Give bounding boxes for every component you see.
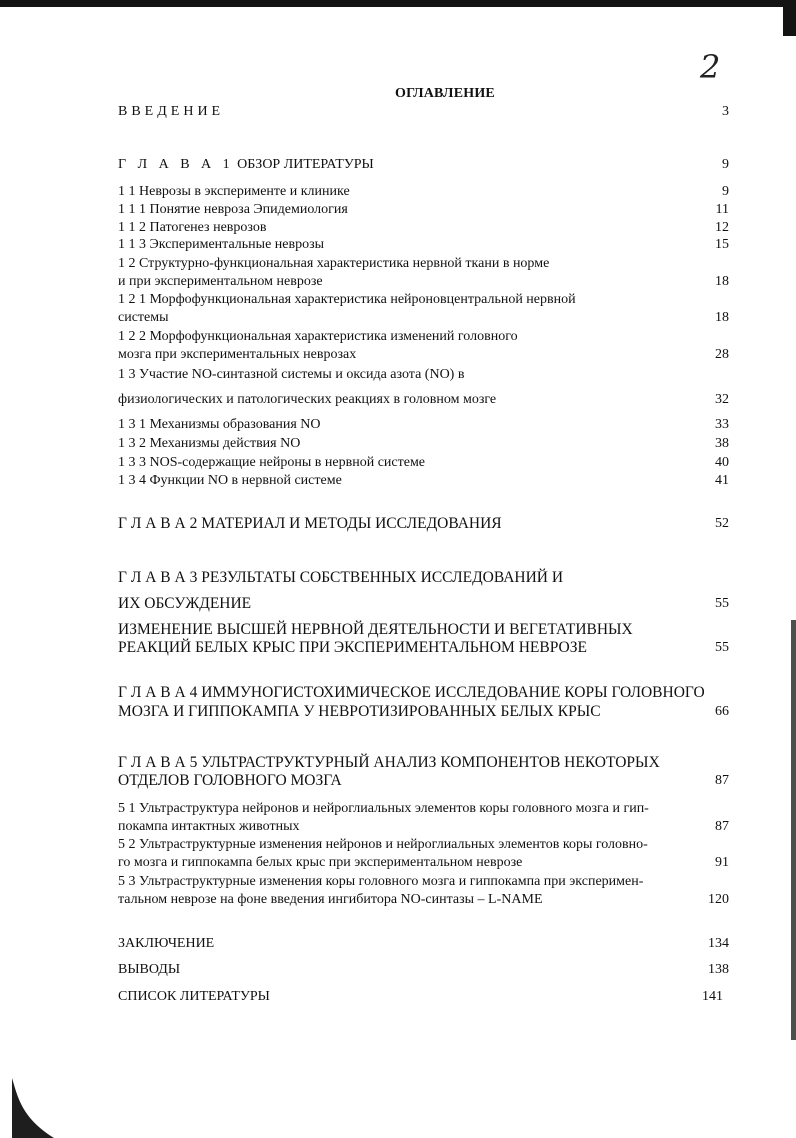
toc-page: 55: [715, 596, 729, 611]
scan-edge-right: [791, 620, 796, 1040]
toc-title-line2: системы: [118, 310, 169, 325]
toc-title: 1 3 2 Механизмы действия NO: [118, 436, 301, 451]
toc-title: 1 3 1 Механизмы образования NO: [118, 417, 321, 432]
toc-page: 87: [715, 773, 729, 788]
toc-page: 3: [722, 104, 729, 119]
toc-page: 12: [715, 220, 729, 235]
toc-title: ЗАКЛЮЧЕНИЕ: [118, 936, 215, 951]
toc-title: СПИСОК ЛИТЕРАТУРЫ: [118, 989, 270, 1004]
toc-title: [118, 156, 374, 174]
toc-title: 1 3 3 NOS-содержащие нейроны в нервной системе: [118, 455, 426, 470]
scan-border-right: [783, 0, 796, 36]
scan-corner-shadow: [12, 1068, 54, 1138]
toc-title: 1 3 4 Функции NO в нервной системе: [118, 473, 342, 488]
toc-page: 32: [715, 392, 729, 407]
toc-title-line2: ИХ ОБСУЖДЕНИЕ: [118, 595, 252, 612]
toc-page: 33: [715, 417, 729, 432]
toc-title-line1: 1 2 2 Морфофункциональная характеристика изменений головного: [118, 329, 518, 344]
toc-page: 141: [702, 989, 723, 1004]
toc-title: ВЫВОДЫ: [118, 962, 181, 977]
toc-page: 38: [715, 436, 729, 451]
toc-title: ВВЕДЕНИЕ: [118, 104, 225, 119]
toc-title: 1 1 Неврозы в эксперименте и клинике: [118, 184, 350, 199]
toc-title-line1: ИЗМЕНЕНИЕ ВЫСШЕЙ НЕРВНОЙ ДЕЯТЕЛЬНОСТИ И ВЕГЕТАТИВНЫХ: [118, 621, 633, 638]
scan-border-top: [0, 0, 796, 7]
toc-page: 9: [722, 157, 729, 172]
chapter-title: ОБЗОР ЛИТЕРАТУРЫ: [237, 157, 374, 172]
toc-title-line1: Г Л А В А 4 ИММУНОГИСТОХИМИЧЕСКОЕ ИССЛЕДОВАНИЕ КОРЫ ГОЛОВНОГО: [118, 684, 705, 701]
toc-title-line1: 5 2 Ультраструктурные изменения нейронов и нейроглиальных элементов коры головно-: [118, 837, 648, 852]
toc-title: Г Л А В А 2 МАТЕРИАЛ И МЕТОДЫ ИССЛЕДОВАНИЯ: [118, 515, 502, 532]
toc-page: 66: [715, 704, 729, 719]
handwritten-page-number: 2: [700, 48, 721, 86]
toc-title: 1 1 1 Понятие невроза Эпидемиология: [118, 202, 348, 217]
toc-title-line1: Г Л А В А 3 РЕЗУЛЬТАТЫ СОБСТВЕННЫХ ИССЛЕДОВАНИЙ И: [118, 569, 564, 586]
toc-page: 87: [715, 819, 729, 834]
toc-title: 1 1 3 Экспериментальные неврозы: [118, 237, 325, 252]
toc-page: 18: [715, 274, 729, 289]
toc-title-line2: физиологических и патологических реакциях в головном мозге: [118, 392, 497, 407]
toc-page: 55: [715, 640, 729, 655]
toc-page: 15: [715, 237, 729, 252]
toc-page: 40: [715, 455, 729, 470]
toc-title-line2: РЕАКЦИЙ БЕЛЫХ КРЫС ПРИ ЭКСПЕРИМЕНТАЛЬНОМ НЕВРОЗЕ: [118, 639, 587, 656]
toc-page: 18: [715, 310, 729, 325]
page-title: ОГЛАВЛЕНИЕ: [395, 86, 495, 101]
toc-title-line1: Г Л А В А 5 УЛЬТРАСТРУКТУРНЫЙ АНАЛИЗ КОМПОНЕНТОВ НЕКОТОРЫХ: [118, 754, 660, 771]
toc-page: 134: [708, 936, 729, 951]
toc-title: 1 1 2 Патогенез неврозов: [118, 220, 267, 235]
toc-page: 9: [722, 184, 729, 199]
toc-page: 120: [708, 892, 729, 907]
toc-title-line1: 1 2 Структурно-функциональная характеристика нервной ткани в норме: [118, 256, 550, 271]
toc-title-line2: ОТДЕЛОВ ГОЛОВНОГО МОЗГА: [118, 772, 342, 789]
toc-title-line2: тальном неврозе на фоне введения ингибитора NO-синтазы – L-NAME: [118, 892, 543, 907]
toc-page: 11: [715, 202, 729, 217]
toc-title-line2: го мозга и гиппокампа белых крыс при экспериментальном неврозе: [118, 855, 523, 870]
toc-title-line1: 1 2 1 Морфофункциональная характеристика нейроновцентральной нервной: [118, 292, 576, 307]
toc-title-line1: 1 3 Участие NO-синтазной системы и оксида азота (NO) в: [118, 367, 465, 382]
toc-page: 41: [715, 473, 729, 488]
toc-title-line1: 5 3 Ультраструктурные изменения коры головного мозга и гиппокампа при эксперимен-: [118, 874, 644, 889]
toc-page: 52: [715, 516, 729, 531]
toc-title-line2: МОЗГА И ГИППОКАМПА У НЕВРОТИЗИРОВАННЫХ БЕЛЫХ КРЫС: [118, 703, 601, 720]
toc-title-line1: 5 1 Ультраструктура нейронов и нейроглиальных элементов коры головного мозга и гип-: [118, 801, 649, 816]
toc-page: 138: [708, 962, 729, 977]
toc-page: 28: [715, 347, 729, 362]
toc-title-line2: мозга при экспериментальных неврозах: [118, 347, 357, 362]
toc-page: 91: [715, 855, 729, 870]
chapter-label: Г Л А В А 1: [118, 157, 234, 172]
toc-title-line2: покампа интактных животных: [118, 819, 300, 834]
toc-title-line2: и при экспериментальном неврозе: [118, 274, 323, 289]
